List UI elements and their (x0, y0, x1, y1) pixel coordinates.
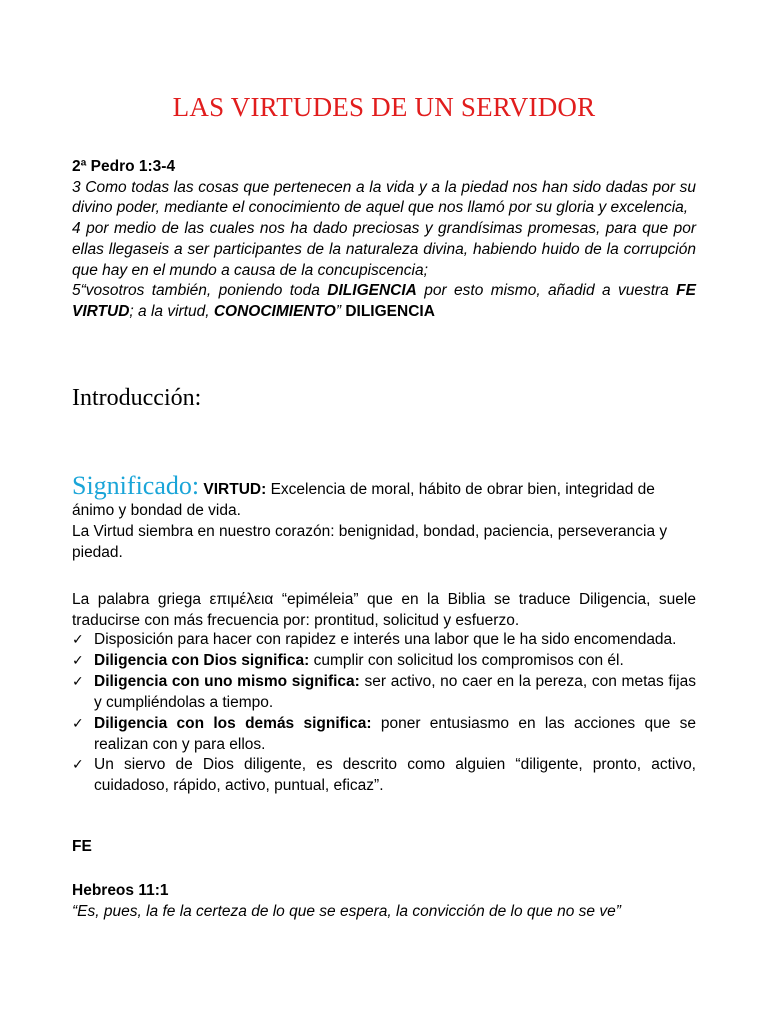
verse-5-part: por esto mismo, añadid a vuestra (416, 282, 677, 300)
verse-3: 3 Como todas las cosas que pertenecen a la vida y a la piedad nos han sido dadas por su divino poder, mediante el conocimiento de aquel que nos llamó por su gloria y excelencia, (72, 178, 696, 217)
verse-reference: 2ª Pedro 1:3-4 (72, 158, 176, 175)
check-icon: ✓ (72, 715, 84, 732)
verse-5-diligencia-2: DILIGENCIA (345, 302, 435, 320)
list-item-text: Disposición para hacer con rapidez e interés una labor que le ha sido encomendada. (94, 631, 677, 648)
list-item-text: poner entusiasmo en las acciones que se realizan con y para ellos. (94, 714, 697, 753)
verse-5-fe-virtud: FE VIRTUD (72, 282, 696, 320)
intro-heading: Introducción: (72, 385, 202, 411)
fe-heading: FE (72, 838, 92, 855)
list-item-text: cumplir con solicitud los compromisos con él. (309, 651, 624, 669)
significado-block (72, 471, 696, 563)
list-item-bold: Diligencia con los demás significa: (94, 714, 372, 732)
verse-5-conocimiento: CONOCIMIENTO (213, 302, 336, 320)
check-icon: ✓ (72, 757, 84, 774)
hebreos-block (72, 880, 712, 922)
list-item-text: ser activo, no caer en la pereza, con metas fijas y cumpliéndolas a tiempo. (94, 672, 696, 711)
verse-block (72, 157, 696, 323)
verse-5-diligencia: DILIGENCIA (327, 282, 417, 300)
verse-5 (72, 281, 696, 322)
verse-5-part: ” (335, 302, 346, 320)
list-item (72, 651, 696, 672)
griega-paragraph: La palabra griega επιμέλεια “epiméleia” que en la Biblia se traduce Diligencia, suele traducirse con más frecuencia por: prontitud, solicitud y esfuerzo. (72, 591, 696, 629)
list-item-bold: Diligencia con Dios significa: (94, 651, 310, 669)
significado-heading: Significado: (72, 471, 200, 500)
list-item-text: Un siervo de Dios diligente, es descrito como alguien “diligente, pronto, activo, cuidadoso, rápido, activo, puntual, eficaz”. (94, 756, 696, 795)
check-icon: ✓ (72, 652, 84, 669)
document-title: LAS VIRTUDES DE UN SERVIDOR (172, 92, 596, 122)
significado-line (72, 471, 696, 521)
list-item-bold: Diligencia con uno mismo significa: (94, 672, 360, 690)
virtud-text: Excelencia de moral, hábito de obrar bien, integridad de ánimo y bondad de vida. (72, 481, 655, 519)
verse-5-part: 5“vosotros también, poniendo toda (72, 282, 328, 300)
check-list (72, 630, 696, 797)
list-item (72, 755, 696, 797)
verse-4: 4 por medio de las cuales nos ha dado preciosas y grandísimas promesas, para que por ellas llegaseis a ser participantes de la naturaleza divina, habiendo huido de la corrupción que hay en el mundo a causa de la concupiscencia; (72, 220, 696, 279)
hebreos-quote: “Es, pues, la fe la certeza de lo que se espera, la convicción de lo que no se ve” (72, 903, 621, 920)
list-item (72, 672, 696, 714)
list-item (72, 714, 696, 756)
check-icon: ✓ (72, 632, 84, 648)
check-icon: ✓ (72, 673, 84, 690)
virtud-line-2: La Virtud siembra en nuestro corazón: benignidad, bondad, paciencia, perseverancia y piedad. (72, 523, 668, 561)
list-item (72, 630, 696, 651)
verse-5-part: ; a la virtud, (129, 302, 214, 320)
hebreos-reference: Hebreos 11:1 (72, 882, 169, 899)
virtud-label: VIRTUD: (203, 481, 267, 498)
